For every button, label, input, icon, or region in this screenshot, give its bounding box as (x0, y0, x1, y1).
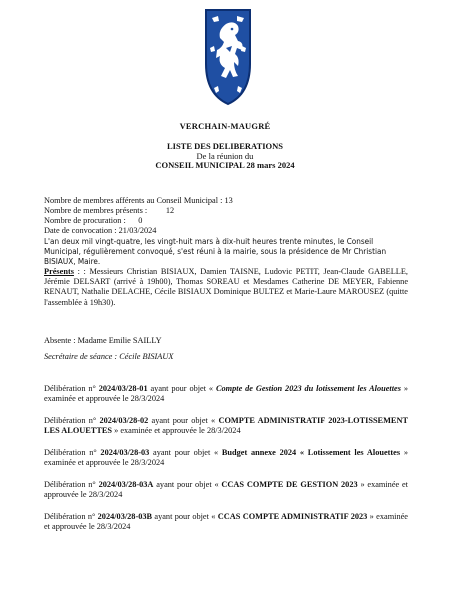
delib-number: 2024/03/28-01 (98, 384, 148, 393)
delib-number: 2024/03/28-03B (97, 512, 153, 521)
stat-members-total: Nombre de membres afférents au Conseil Municipal : 13 (44, 196, 233, 205)
delib-object: Budget annexe 2024 « Lotissement les Alouettes (221, 448, 401, 457)
delib-object: COMPTE ADMINISTRATIF 2023-LOTISSEMENT LES ALOUETTES (44, 416, 408, 436)
delib-mid: ayant pour objet « (152, 512, 218, 521)
delib-prefix: Délibération n° (44, 416, 100, 425)
delib-mid: ayant pour objet « (153, 480, 222, 489)
deliberation-item (44, 512, 408, 532)
deliberation-item (44, 480, 408, 500)
delib-prefix: Délibération n° (44, 480, 99, 489)
delib-object: Compte de Gestion 2023 du lotissement les Alouettes (215, 384, 401, 393)
delib-object: CCAS COMPTE ADMINISTRATIF 2023 (217, 512, 368, 521)
delib-suffix: » examinée et approuvée le 28/3/2024 (44, 512, 408, 532)
absente-line: Absente : Madame Emilie SAILLY (44, 336, 162, 345)
member-stats (44, 196, 408, 236)
stat-convocation-date: Date de convocation : 21/03/2024 (44, 226, 157, 235)
deliberation-item (44, 448, 408, 468)
coat-of-arms-logo (204, 8, 252, 106)
intro-paragraph: L'an deux mil vingt-quatre, les vingt-huit mars à dix-huit heures trente minutes, le Conseil Municipal, régulièrement convoqué, s'est réuni à la mairie, sous la présidence de Mr Christian BISIAUX, Maire. (44, 236, 387, 267)
secretaire-line: Secrétaire de séance : Cécile BISIAUX (44, 352, 174, 361)
presents-paragraph (44, 267, 408, 308)
presents-list: : : Messieurs Christian BISIAUX, Damien TAISNE, Ludovic PETIT, Jean-Claude GABELLE, Jérémie DELSART (arrivé à 19h00), Thomas SOREAU et Mesdames Catherine DE MEYER, Fabienne RENAUT, Nathalie DELACHE, Cécile BISIAUX Dominique BULTEZ et Marie-Laure MAROUSEZ (quitte l'assemblée à 19h30). (44, 267, 408, 307)
delib-prefix: Délibération n° (44, 448, 101, 457)
presents-label: Présents (44, 267, 74, 276)
town-name: VERCHAIN-MAUGRÉ (179, 121, 271, 131)
delib-mid: ayant pour objet « (149, 448, 222, 457)
stat-members-present: Nombre de membres présents : 12 (44, 206, 175, 215)
meeting-title: CONSEIL MUNICIPAL 28 mars 2024 (155, 160, 295, 171)
delib-number: 2024/03/28-03A (98, 480, 154, 489)
document-header (0, 142, 450, 171)
deliberation-item (44, 384, 408, 404)
document-title: LISTE DES DELIBERATIONS (166, 141, 284, 151)
deliberation-item (44, 416, 408, 436)
delib-mid: ayant pour objet « (148, 416, 219, 425)
document-subtitle: De la réunion du (196, 150, 254, 161)
delib-suffix: » examinée et approuvée le 28/3/2024 (44, 384, 408, 404)
delib-prefix: Délibération n° (44, 512, 98, 521)
delib-object: CCAS COMPTE DE GESTION 2023 (221, 480, 358, 489)
stat-proxies: Nombre de procuration : 0 (44, 216, 143, 225)
delib-prefix: Délibération n° (44, 384, 99, 393)
delib-mid: ayant pour objet « (147, 384, 216, 393)
delib-suffix: » examinée et approuvée le 28/3/2024 (44, 480, 408, 500)
delib-number: 2024/03/28-03 (100, 448, 150, 457)
delib-number: 2024/03/28-02 (99, 416, 149, 425)
delib-suffix: » examinée et approuvée le 28/3/2024 (112, 426, 241, 436)
delib-suffix: » examinée et approuvée le 28/3/2024 (44, 448, 408, 468)
